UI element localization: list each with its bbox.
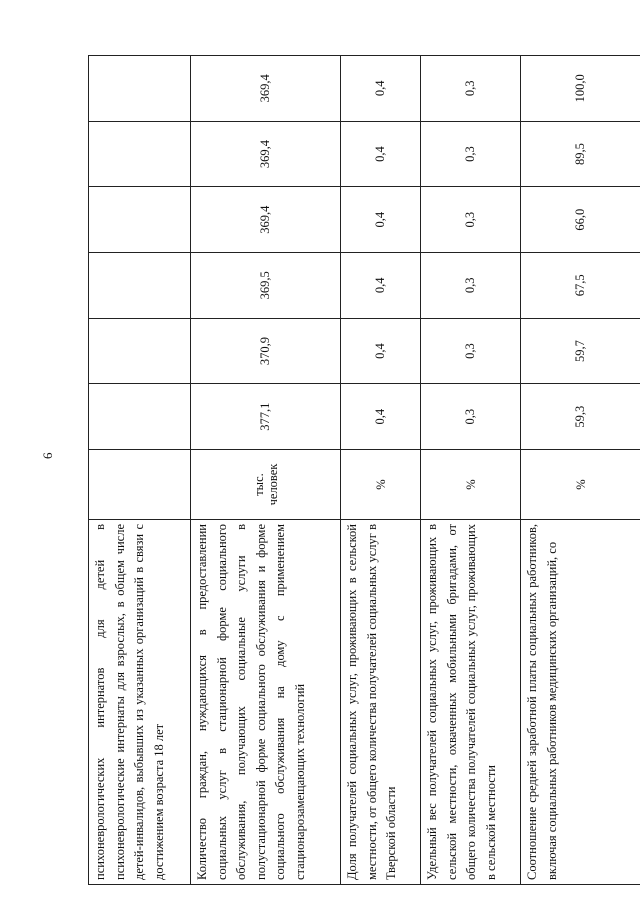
value-cell xyxy=(89,187,191,253)
indicator-description: Соотношение средней заработной платы социальных работников, включая социальных работников медицинских организаций, со xyxy=(521,520,640,885)
indicators-table xyxy=(88,55,640,885)
value-cell: 89,5 xyxy=(521,121,640,187)
page-number: 6 xyxy=(40,452,55,459)
value-cell: 369,4 xyxy=(191,121,341,187)
value-cell: 0,3 xyxy=(421,56,521,122)
table-row xyxy=(421,56,521,885)
value-cell: 0,4 xyxy=(341,121,421,187)
value-cell xyxy=(89,384,191,450)
value-cell: 0,4 xyxy=(341,56,421,122)
value-cell xyxy=(89,318,191,384)
value-cell: 369,4 xyxy=(191,56,341,122)
value-cell: 369,4 xyxy=(191,187,341,253)
indicator-description: Удельный вес получателей социальных услуг, проживающих в сельской местности, охваченных мобильными бригадами, от общего количества получателей социальных услуг, проживающих в сельской местности xyxy=(421,520,521,885)
value-cell: 370,9 xyxy=(191,318,341,384)
unit-cell: тыс. человек xyxy=(191,450,341,520)
value-cell: 59,3 xyxy=(521,384,640,450)
unit-cell: % xyxy=(341,450,421,520)
value-cell xyxy=(89,253,191,319)
value-cell: 0,4 xyxy=(341,318,421,384)
value-cell: 0,4 xyxy=(341,253,421,319)
value-cell: 100,0 xyxy=(521,56,640,122)
table-row xyxy=(89,56,191,885)
value-cell: 66,0 xyxy=(521,187,640,253)
value-cell: 0,4 xyxy=(341,187,421,253)
value-cell: 0,3 xyxy=(421,384,521,450)
indicator-description: Количество граждан, нуждающихся в предоставлении социальных услуг в стационарной форме социального обслуживания, получающих социальные услуги в полустационарной форме социального обслуживания и форме социального обслуживания на дому с применением стационарозамещающих технологий xyxy=(191,520,341,885)
value-cell: 0,3 xyxy=(421,187,521,253)
value-cell: 59,7 xyxy=(521,318,640,384)
value-cell: 0,3 xyxy=(421,253,521,319)
value-cell xyxy=(89,56,191,122)
table-row xyxy=(191,56,341,885)
value-cell: 0,4 xyxy=(341,384,421,450)
indicator-description: Доля получателей социальных услуг, проживающих в сельской местности, от общего количества получателей социальных услуг в Тверской области xyxy=(341,520,421,885)
value-cell xyxy=(89,121,191,187)
table-row xyxy=(521,56,640,885)
table-row xyxy=(341,56,421,885)
value-cell: 67,5 xyxy=(521,253,640,319)
value-cell: 0,3 xyxy=(421,318,521,384)
unit-cell: % xyxy=(521,450,640,520)
unit-cell xyxy=(89,450,191,520)
value-cell: 369,5 xyxy=(191,253,341,319)
unit-cell: % xyxy=(421,450,521,520)
value-cell: 0,3 xyxy=(421,121,521,187)
value-cell: 377,1 xyxy=(191,384,341,450)
indicator-description: психоневрологических интернатов для детей в психоневрологические интернаты для взрослых, в общем числе детей-инвалидов, выбывших из указанных организаций в связи с достижением возраста 18 лет xyxy=(89,520,191,885)
